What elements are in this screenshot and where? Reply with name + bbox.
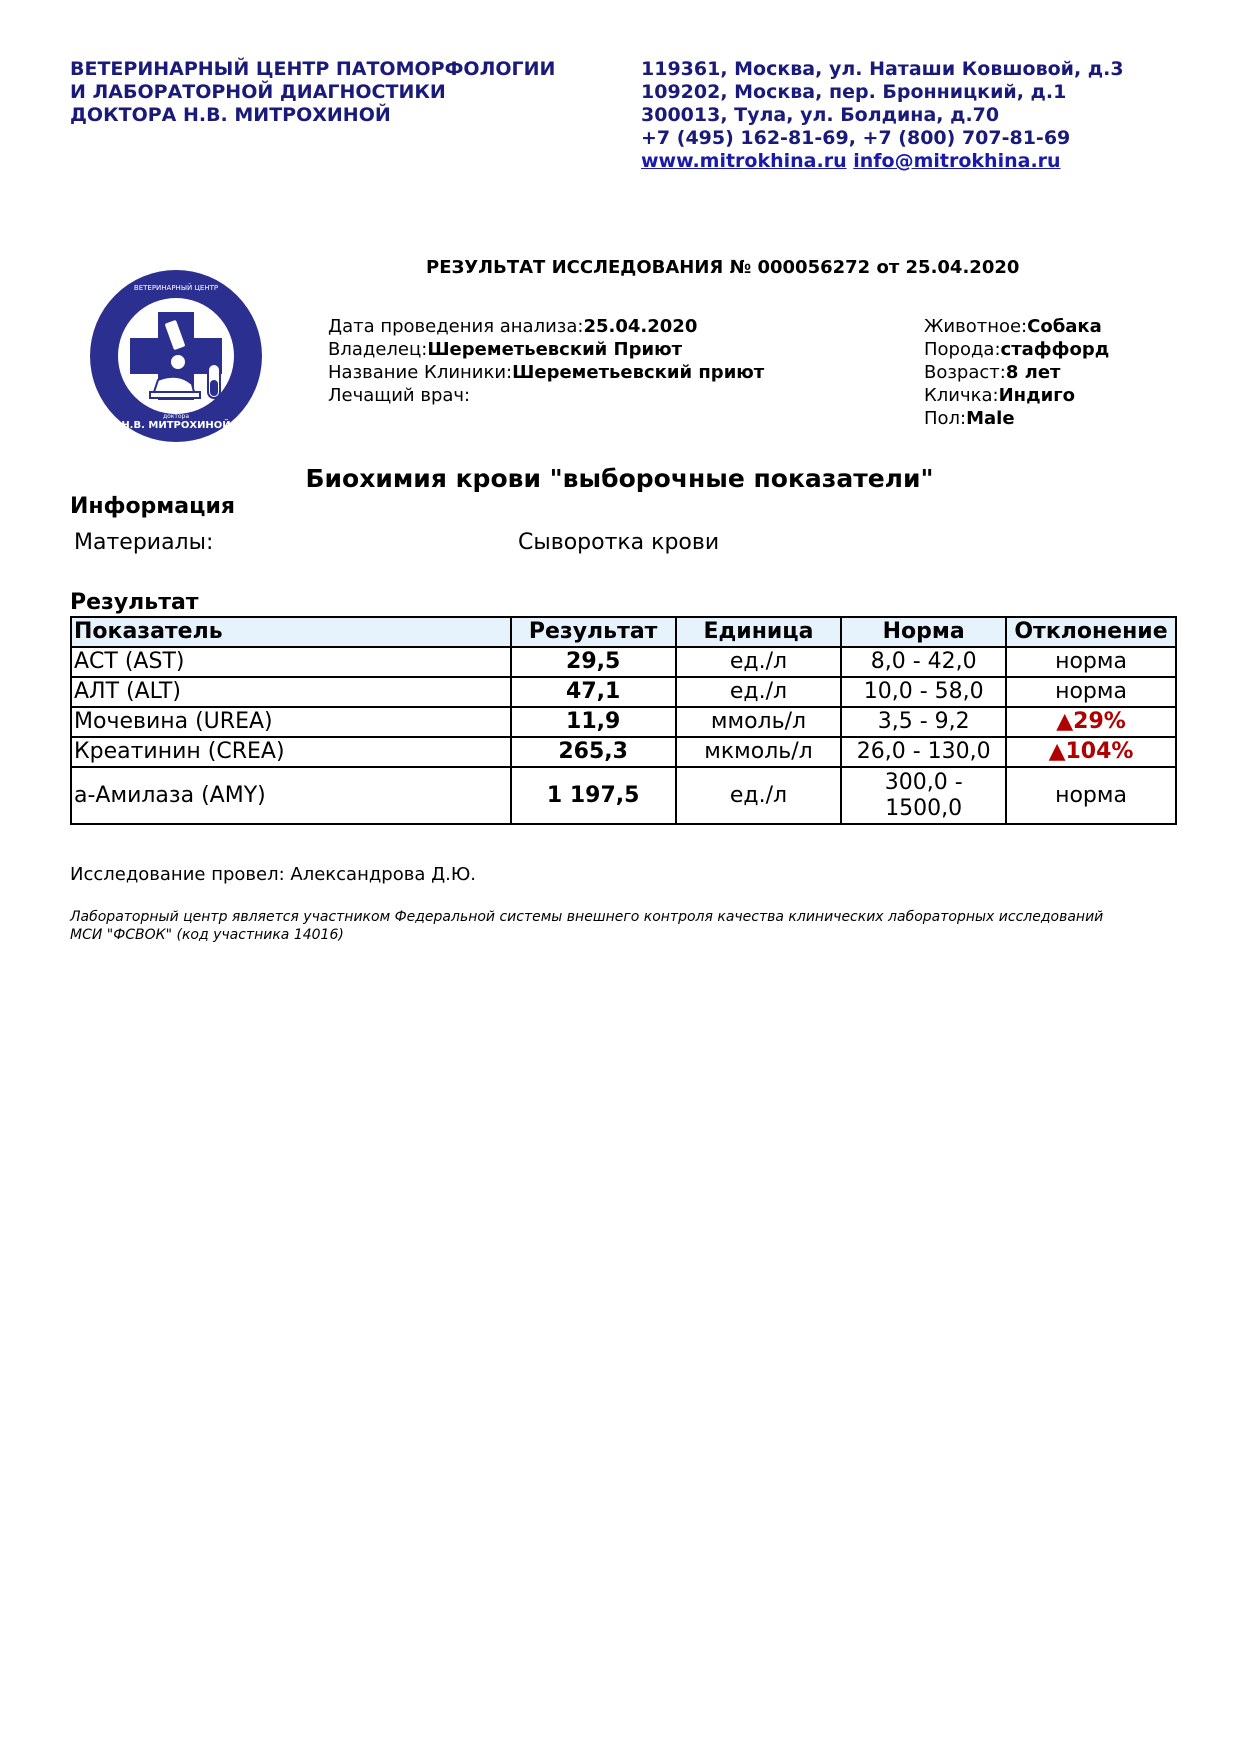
field-label: Пол:: [924, 408, 967, 429]
result-number-title: РЕЗУЛЬТАТ ИССЛЕДОВАНИЯ № 000056272 от 25.04.2020: [426, 257, 1020, 278]
results-heading: Результат: [70, 590, 199, 615]
address-line: 119361, Москва, ул. Наташи Ковшовой, д.3: [641, 58, 1124, 80]
norm-range: 3,5 - 9,2: [841, 707, 1006, 737]
address-line: 300013, Тула, ул. Болдина, д.70: [641, 104, 1000, 126]
result-value: 265,3: [511, 737, 676, 767]
email-link[interactable]: info@mitrokhina.ru: [853, 150, 1061, 172]
deviation: норма: [1006, 767, 1176, 824]
field-label: Кличка:: [924, 385, 999, 406]
website-link[interactable]: www.mitrokhina.ru: [641, 150, 847, 172]
breed: [924, 338, 1109, 361]
patient-meta-left: [328, 315, 764, 407]
deviation-up-badge: ▲104%: [1006, 737, 1176, 767]
results-table: [70, 616, 1177, 825]
field-label: Животное:: [924, 316, 1028, 337]
field-value: Индиго: [998, 385, 1076, 406]
table-row: [71, 677, 1176, 707]
indicator-name: Креатинин (CREA): [71, 737, 511, 767]
result-value: 11,9: [511, 707, 676, 737]
field-value: 25.04.2020: [583, 316, 698, 337]
org-name: [70, 58, 555, 127]
col-header-indicator: Показатель: [71, 617, 511, 647]
quality-control-footnote: Лабораторный центр является участником Федеральной системы внешнего контроля качества клинических лабораторных исследований МСИ "ФСВОК" (код участника 14016): [70, 909, 1104, 943]
norm-range: 26,0 - 130,0: [841, 737, 1006, 767]
document-title: Биохимия крови "выборочные показатели": [305, 464, 934, 493]
phone-line: +7 (495) 162-81-69, +7 (800) 707-81-69: [641, 127, 1071, 149]
material-label: Материалы:: [74, 530, 214, 555]
age: [924, 361, 1109, 384]
deviation: норма: [1006, 677, 1176, 707]
org-name-line: ВЕТЕРИНАРНЫЙ ЦЕНТР ПАТОМОРФОЛОГИИ: [70, 58, 556, 80]
unit: ед./л: [676, 767, 842, 824]
field-value: Шереметьевский Приют: [427, 339, 683, 360]
logo-bottom-text: Н.В. МИТРОХИНОЙ: [121, 420, 231, 431]
field-label: Дата проведения анализа:: [328, 316, 584, 337]
norm-range: [841, 767, 1006, 824]
clinic-name: [328, 361, 764, 384]
material-value: Сыворотка крови: [518, 530, 720, 555]
logo-top-text: ВЕТЕРИНАРНЫЙ ЦЕНТР: [133, 284, 219, 292]
links-line: [641, 150, 1124, 173]
logo-bottom-small: доктора: [162, 413, 190, 420]
contact-block: [641, 58, 1124, 173]
unit: мкмоль/л: [676, 737, 842, 767]
field-label: Владелец:: [328, 339, 428, 360]
indicator-name: АСТ (AST): [71, 647, 511, 677]
table-row: [71, 737, 1176, 767]
deviation: норма: [1006, 647, 1176, 677]
animal: [924, 315, 1109, 338]
table-row: [71, 647, 1176, 677]
field-label: Возраст:: [924, 362, 1006, 383]
table-header-row: [71, 617, 1176, 647]
analysis-date: [328, 315, 764, 338]
result-value: 29,5: [511, 647, 676, 677]
unit: ммоль/л: [676, 707, 842, 737]
indicator-name: а-Амилаза (AMY): [71, 767, 511, 824]
field-label: Порода:: [924, 339, 1001, 360]
table-row: [71, 767, 1176, 824]
field-label: Лечащий врач:: [328, 385, 471, 406]
sex: [924, 407, 1109, 430]
field-value: Шереметьевский приют: [512, 362, 765, 383]
norm-range: 10,0 - 58,0: [841, 677, 1006, 707]
field-value: 8 лет: [1005, 362, 1061, 383]
attending-doctor: [328, 384, 764, 407]
result-value: 1 197,5: [511, 767, 676, 824]
unit: ед./л: [676, 677, 842, 707]
deviation-up-badge: ▲29%: [1006, 707, 1176, 737]
norm-range-line: 300,0 -: [884, 769, 963, 795]
unit: ед./л: [676, 647, 842, 677]
field-label: Название Клиники:: [328, 362, 513, 383]
indicator-name: АЛТ (ALT): [71, 677, 511, 707]
col-header-norm: Норма: [841, 617, 1006, 647]
field-value: стаффорд: [1000, 339, 1110, 360]
org-name-line: ДОКТОРА Н.В. МИТРОХИНОЙ: [70, 104, 391, 126]
info-heading: Информация: [70, 494, 235, 519]
org-name-line: И ЛАБОРАТОРНОЙ ДИАГНОСТИКИ: [70, 81, 446, 103]
pet-name: [924, 384, 1109, 407]
performed-by: Исследование провел: Александрова Д.Ю.: [70, 864, 477, 885]
patient-meta-right: [924, 315, 1109, 430]
norm-range-line: 1500,0: [885, 795, 963, 821]
test-tube-icon: [208, 364, 220, 398]
indicator-name: Мочевина (UREA): [71, 707, 511, 737]
table-row: [71, 707, 1176, 737]
norm-range: 8,0 - 42,0: [841, 647, 1006, 677]
col-header-result: Результат: [511, 617, 676, 647]
field-value: Male: [966, 408, 1015, 429]
address-line: 109202, Москва, пер. Бронницкий, д.1: [641, 81, 1067, 103]
owner: [328, 338, 764, 361]
result-value: 47,1: [511, 677, 676, 707]
col-header-unit: Единица: [676, 617, 842, 647]
clinic-logo-icon: [88, 268, 264, 444]
field-value: Собака: [1027, 316, 1102, 337]
col-header-deviation: Отклонение: [1006, 617, 1176, 647]
